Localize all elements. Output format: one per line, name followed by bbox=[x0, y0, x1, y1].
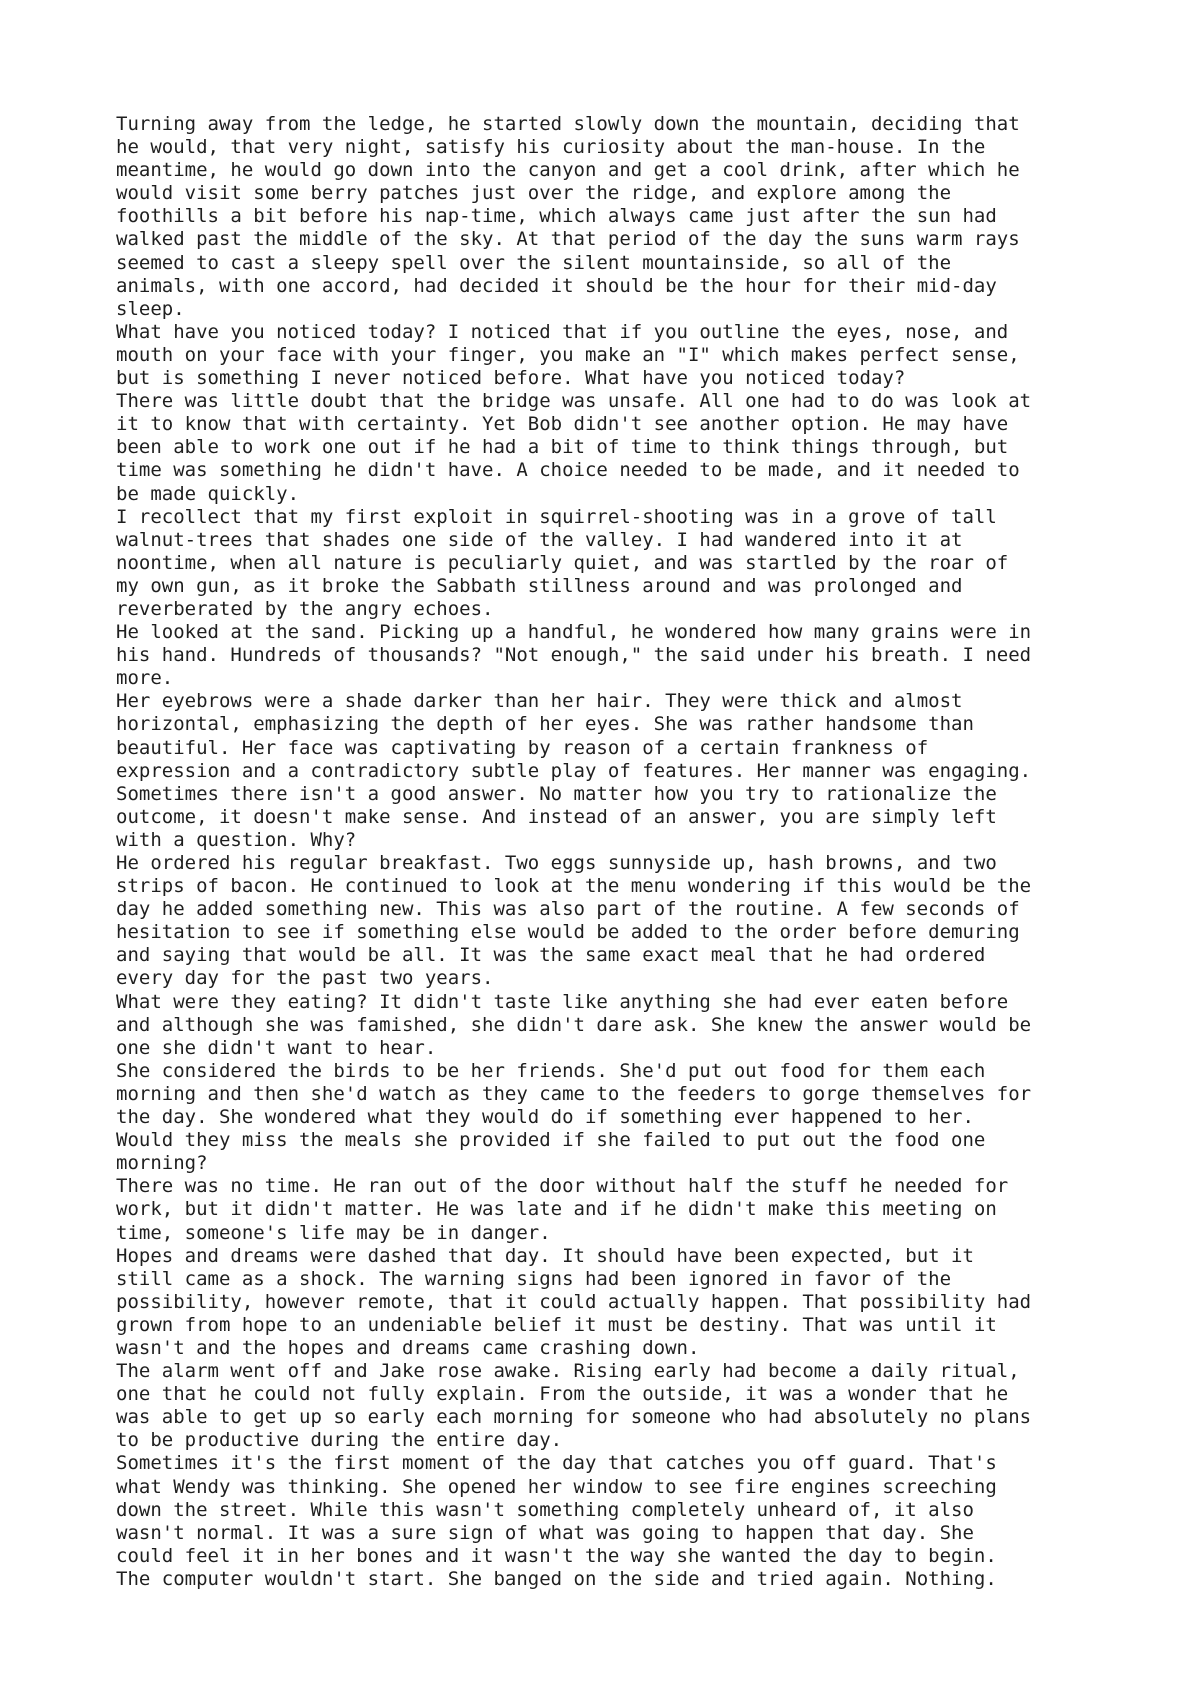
text-line: morning? bbox=[116, 1152, 208, 1175]
text-line: There was little doubt that the bridge was unsafe. All one had to do was look at bbox=[116, 390, 1032, 413]
text-line: time was something he didn't have. A choice needed to be made, and it needed to bbox=[116, 459, 1020, 482]
text-line: morning and then she'd watch as they came to the feeders to gorge themselves for bbox=[116, 1082, 1032, 1105]
text-line: and although she was famished, she didn't dare ask. She knew the answer would be bbox=[116, 1013, 1032, 1036]
text-line: He ordered his regular breakfast. Two eggs sunnyside up, hash browns, and two bbox=[116, 852, 997, 874]
text-line: walnut-trees that shades one side of the valley. I had wandered into it at bbox=[116, 528, 963, 551]
text-line: noontime, when all nature is peculiarly quiet, and was startled by the roar of bbox=[116, 551, 1009, 574]
text-line: work, but it didn't matter. He was late and if he didn't make this meeting on bbox=[116, 1198, 997, 1221]
text-line: Turning away from the ledge, he started slowly down the mountain, deciding that bbox=[116, 113, 1020, 135]
paragraph bbox=[116, 1360, 1116, 1452]
text-line: horizontal, emphasizing the depth of her eyes. She was rather handsome than bbox=[116, 713, 974, 736]
text-line: He looked at the sand. Picking up a handful, he wondered how many grains were in bbox=[116, 621, 1032, 644]
paragraph bbox=[116, 690, 1116, 782]
text-line: The alarm went off and Jake rose awake. Rising early had become a daily ritual, bbox=[116, 1360, 1020, 1383]
paragraph bbox=[116, 506, 1116, 621]
text-line: and saying that would be all. It was the same exact meal that he had ordered bbox=[116, 944, 986, 967]
text-line: mouth on your face with your finger, you make an "I" which makes perfect sense, bbox=[116, 343, 1020, 366]
text-line: Sometimes there isn't a good answer. No matter how you try to rationalize the bbox=[116, 782, 997, 805]
text-line: wasn't and the hopes and dreams came crashing down. bbox=[116, 1336, 700, 1359]
text-line: What have you noticed today? I noticed that if you outline the eyes, nose, and bbox=[116, 320, 1009, 343]
text-line: hesitation to see if something else would be added to the order before demuring bbox=[116, 921, 1020, 944]
text-line: every day for the past two years. bbox=[116, 967, 494, 990]
paragraph bbox=[116, 1060, 1116, 1175]
text-line: one that he could not fully explain. From the outside, it was a wonder that he bbox=[116, 1383, 1009, 1406]
text-line: I recollect that my first exploit in squirrel-shooting was in a grove of tall bbox=[116, 505, 997, 528]
text-line: sleep. bbox=[116, 297, 185, 320]
text-line: what Wendy was thinking. She opened her window to see fire engines screeching bbox=[116, 1475, 997, 1498]
text-line: Sometimes it's the first moment of the day that catches you off guard. That's bbox=[116, 1452, 997, 1475]
text-line: foothills a bit before his nap-time, which always came just after the sun had bbox=[116, 205, 997, 228]
paragraph bbox=[116, 390, 1116, 505]
paragraph bbox=[116, 621, 1116, 690]
text-line: still came as a shock. The warning signs had been ignored in favor of the bbox=[116, 1267, 952, 1290]
text-line: There was no time. He ran out of the door without half the stuff he needed for bbox=[116, 1175, 1009, 1198]
text-line: been able to work one out if he had a bit of time to think things through, but bbox=[116, 436, 1009, 459]
text-line: was able to get up so early each morning for someone who had absolutely no plans bbox=[116, 1406, 1032, 1429]
text-line: walked past the middle of the sky. At that period of the day the suns warm rays bbox=[116, 228, 1020, 251]
text-line: Would they miss the meals she provided if she failed to put out the food one bbox=[116, 1129, 986, 1152]
text-line: day he added something new. This was also part of the routine. A few seconds of bbox=[116, 898, 1020, 921]
text-line: meantime, he would go down into the canyon and get a cool drink, after which he bbox=[116, 159, 1020, 182]
text-line: be made quickly. bbox=[116, 482, 300, 505]
text-line: it to know that with certainty. Yet Bob didn't see another option. He may have bbox=[116, 413, 1009, 436]
paragraph bbox=[116, 321, 1116, 390]
text-line: seemed to cast a sleepy spell over the silent mountainside, so all of the bbox=[116, 251, 952, 274]
text-line: What were they eating? It didn't taste like anything she had ever eaten before bbox=[116, 990, 1009, 1013]
text-line: his hand. Hundreds of thousands? "Not enough," the said under his breath. I need bbox=[116, 644, 1032, 667]
paragraph bbox=[116, 1175, 1116, 1244]
text-line: more. bbox=[116, 667, 174, 690]
text-line: grown from hope to an undeniable belief it must be destiny. That was until it bbox=[116, 1313, 997, 1336]
text-line: to be productive during the entire day. bbox=[116, 1429, 563, 1452]
text-line: could feel it in her bones and it wasn't the way she wanted the day to begin. bbox=[116, 1544, 997, 1567]
paragraph bbox=[116, 1452, 1116, 1567]
text-line: The computer wouldn't start. She banged on the side and tried again. Nothing. bbox=[116, 1567, 997, 1590]
paragraph bbox=[116, 991, 1116, 1060]
text-line: Hopes and dreams were dashed that day. It should have been expected, but it bbox=[116, 1244, 974, 1267]
text-line: wasn't normal. It was a sure sign of what was going to happen that day. She bbox=[116, 1521, 974, 1544]
paragraph bbox=[116, 852, 1116, 991]
text-line: my own gun, as it broke the Sabbath stillness around and was prolonged and bbox=[116, 574, 963, 597]
text-line: beautiful. Her face was captivating by reason of a certain frankness of bbox=[116, 736, 929, 759]
text-line: but is something I never noticed before. What have you noticed today? bbox=[116, 367, 906, 390]
text-line: animals, with one accord, had decided it should be the hour for their mid-day bbox=[116, 274, 997, 297]
paragraph bbox=[116, 1568, 1116, 1591]
text-line: he would, that very night, satisfy his curiosity about the man-house. In the bbox=[116, 136, 986, 159]
text-line: the day. She wondered what they would do if something ever happened to her. bbox=[116, 1106, 974, 1129]
text-line: with a question. Why? bbox=[116, 828, 357, 851]
text-line: Her eyebrows were a shade darker than her hair. They were thick and almost bbox=[116, 690, 963, 713]
paragraph bbox=[116, 113, 1116, 321]
text-line: She considered the birds to be her friends. She'd put out food for them each bbox=[116, 1059, 986, 1082]
text-line: outcome, it doesn't make sense. And instead of an answer, you are simply left bbox=[116, 805, 997, 828]
text-line: strips of bacon. He continued to look at the menu wondering if this would be the bbox=[116, 875, 1032, 898]
text-line: down the street. While this wasn't something completely unheard of, it also bbox=[116, 1498, 974, 1521]
text-line: possibility, however remote, that it could actually happen. That possibility had bbox=[116, 1290, 1032, 1313]
text-line: would visit some berry patches just over the ridge, and explore among the bbox=[116, 182, 952, 205]
text-line: reverberated by the angry echoes. bbox=[116, 597, 494, 620]
text-line: time, someone's life may be in danger. bbox=[116, 1221, 551, 1244]
paragraph bbox=[116, 783, 1116, 852]
text-line: one she didn't want to hear. bbox=[116, 1036, 437, 1059]
document-page bbox=[116, 113, 1116, 1591]
paragraph bbox=[116, 1245, 1116, 1360]
text-line: expression and a contradictory subtle play of features. Her manner was engaging. bbox=[116, 759, 1032, 782]
